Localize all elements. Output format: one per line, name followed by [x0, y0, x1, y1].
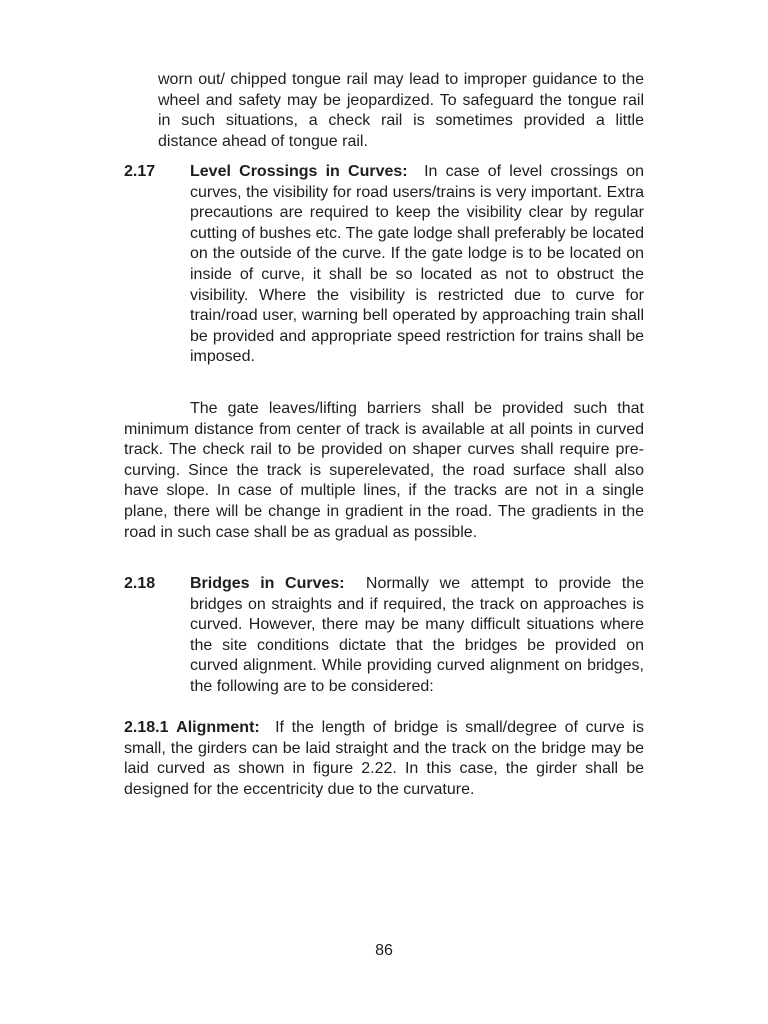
section-2-17: [124, 162, 644, 368]
section-number: 2.17: [124, 163, 156, 180]
section-heading: Bridges in Curves:: [190, 575, 345, 592]
section-body: [190, 162, 644, 368]
section-number: 2.18.1: [124, 719, 169, 736]
section-number: 2.18: [124, 575, 156, 592]
gate-paragraph: The gate leaves/lifting barriers shall be provided such that minimum distance from center of track is available at all points in curved track. The check rail to be provided on shaper curves shall require pre-curving. Since the track is superelevated, the road surface shall also have slope. In case of multiple lines, if the tracks are not in a single plane, there will be change in gradient in the road. The gradients in the road in such case shall be as gradual as possible.: [124, 400, 644, 541]
intro-paragraph: worn out/ chipped tongue rail may lead to improper guidance to the wheel and safety may be jeopardized. To safeguard the tongue rail in such situations, a check rail is sometimes provided a little distance ahead of tongue rail.: [158, 71, 644, 150]
section-heading: Level Crossings in Curves:: [190, 163, 408, 180]
section-body: [190, 574, 644, 698]
page-number: 86: [375, 942, 393, 959]
section-2-18: [124, 574, 644, 698]
section-text: In case of level crossings on curves, the visibility for road users/trains is very important. Extra precautions are required to keep the visibility clear by regular cutting of bushes etc. The gate lodge shall preferably be located on the outside of the curve. If the gate lodge is to be located on inside of curve, it shall be so located as not to obstruct the visibility. Where the visibility is restricted due to curve for train/road user, warning bell operated by approaching train shall be provided and appropriate speed restriction for trains shall be imposed.: [190, 163, 644, 366]
section-text: If the length of bridge is small/degree of curve is small, the girders can be laid straight and the track on the bridge may be laid curved as shown in figure 2.22. In this case, the girder shall be designed for the eccentricity due to the curvature.: [124, 719, 644, 798]
section-heading: Alignment:: [176, 719, 260, 736]
section-text: Normally we attempt to provide the bridges on straights and if required, the track on approaches is curved. However, there may be many difficult situations where the site conditions dictate that the bridges be provided on curved alignment. While providing curved alignment on bridges, the following are to be considered:: [190, 575, 645, 695]
section-2-18-1: [124, 718, 644, 800]
